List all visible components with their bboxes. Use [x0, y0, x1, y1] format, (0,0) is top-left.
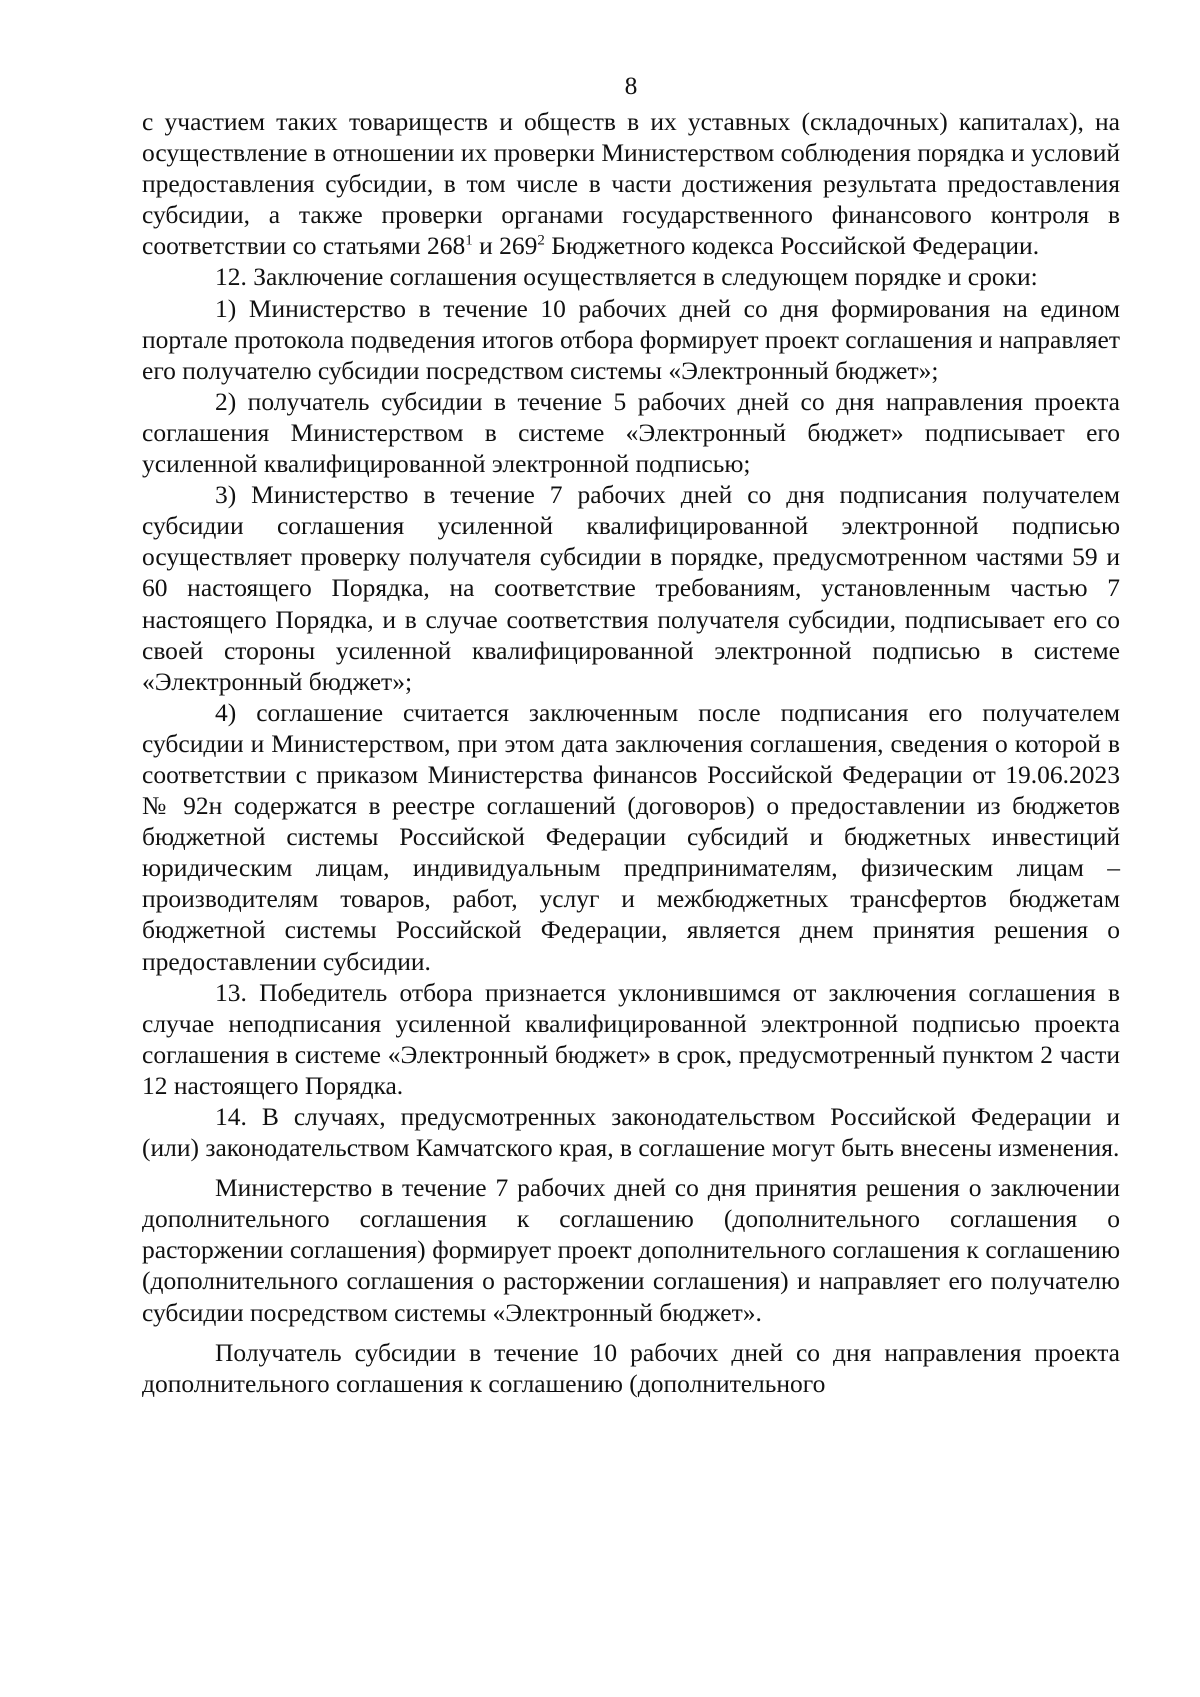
paragraph-12-4: 4) соглашение считается заключенным после подписания его получателем субсидии и Министерством, при этом дата заключения соглашения, сведения о которой в соответствии с приказом Министерства финансов Российской Федерации от 19.06.2023 № 92н содержатся в реестре соглашений (договоров) о предоставлении из бюджетов бюджетной системы Российской Федерации субсидий и бюджетных инвестиций юридическим лицам, индивидуальным предпринимателям, физическим лицам – производителям товаров, работ, услуг и межбюджетных трансфертов бюджетам бюджетной системы Российской Федерации, является днем принятия решения о предоставлении субсидии.: [142, 697, 1120, 976]
page-number: 8: [624, 71, 638, 100]
paragraph-continuation: [142, 106, 1120, 261]
superscript: 1: [465, 232, 473, 249]
paragraph-14: 14. В случаях, предусмотренных законодательством Российской Федерации и (или) законодательством Камчатского края, в соглашение могут быть внесены изменения.: [142, 1102, 1120, 1163]
paragraph-12-2: 2) получатель субсидии в течение 5 рабочих дней со дня направления проекта соглашения Министерством в системе «Электронный бюджет» подписывает его усиленной квалифицированной электронной подписью;: [142, 386, 1120, 479]
paragraph-14-ministry: Министерство в течение 7 рабочих дней со дня принятия решения о заключении дополнительного соглашения к соглашению (дополнительного соглашения о расторжении соглашения) формирует проект дополнительного соглашения к соглашению (дополнительного соглашения о расторжении соглашения) и направляет его получателю субсидии посредством системы «Электронный бюджет».: [142, 1173, 1120, 1327]
paragraph-13: 13. Победитель отбора признается уклонившимся от заключения соглашения в случае неподписания усиленной квалифицированной электронной подписью проекта соглашения в системе «Электронный бюджет» в срок, предусмотренный пунктом 2 части 12 настоящего Порядка.: [142, 977, 1120, 1100]
superscript: 2: [537, 232, 545, 249]
paragraph-14-recipient: Получатель субсидии в течение 10 рабочих дней со дня направления проекта дополнительного соглашения к соглашению (дополнительного: [142, 1337, 1120, 1398]
paragraph-12-1: 1) Министерство в течение 10 рабочих дней со дня формирования на едином портале протокола подведения итогов отбора формирует проект соглашения и направляет его получателю субсидии посредством системы «Электронный бюджет»;: [142, 293, 1120, 385]
paragraph-text: с участием таких товариществ и обществ в их уставных (складочных) капиталах), на осуществление в отношении их проверки Министерством соблюдения порядка и условий предоставления субсидии, в том числе в части достижения результата предоставления субсидии, а также проверки органами государственного финансового контроля в соответствии со статьями 268: [142, 107, 1120, 261]
paragraph-12-3: 3) Министерство в течение 7 рабочих дней со дня подписания получателем субсидии соглашения усиленной квалифицированной электронной подписью осуществляет проверку получателя субсидии в порядке, предусмотренном частями 59 и 60 настоящего Порядка, на соответствие требованиям, установленным частью 7 настоящего Порядка, и в случае соответствия получателя субсидии, подписывает его со своей стороны усиленной квалифицированной электронной подписью в системе «Электронный бюджет»;: [142, 480, 1120, 696]
paragraph-text: Бюджетного кодекса Российской Федерации.: [544, 231, 1040, 261]
paragraph-12: 12. Заключение соглашения осуществляется в следующем порядке и сроки:: [215, 262, 1038, 292]
paragraph-text: и 269: [472, 231, 538, 261]
